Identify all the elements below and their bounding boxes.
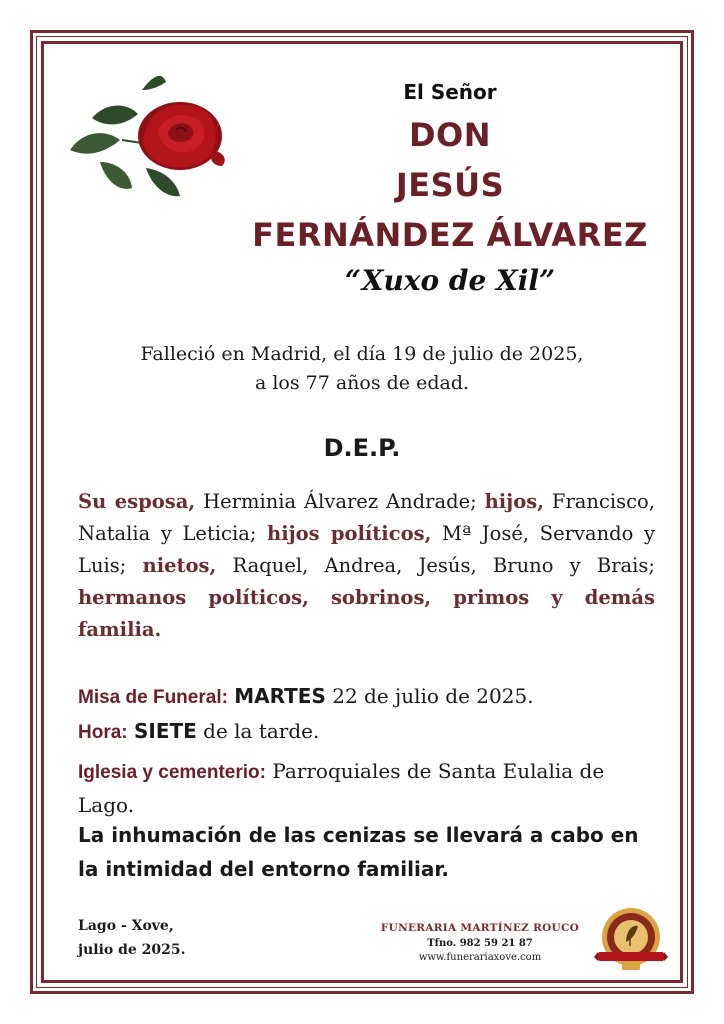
funeral-home-info (370, 922, 590, 963)
notice-place-date (78, 914, 186, 962)
deceased-nickname: “Xuxo de Xil” (344, 264, 556, 297)
funeral-mass-line (78, 684, 658, 709)
death-age: a los 77 años de edad. (254, 372, 470, 394)
notice-date: julio de 2025. (78, 942, 186, 958)
church-label: Iglesia y cementerio: (78, 762, 266, 783)
funeral-home-website: www.funerariaxove.com (418, 952, 542, 963)
honorific: El Señor (403, 80, 497, 104)
funeral-home-name: FUNERARIA MARTÍNEZ ROUCO (380, 922, 580, 934)
church-line (78, 755, 658, 822)
notice-place: Lago - Xove, (78, 918, 174, 934)
funeral-mass-date: 22 de julio de 2025. (325, 684, 534, 708)
inhumation-note: La inhumación de las cenizas se llevará a cabo en la intimidad del entorno familiar. (78, 823, 639, 881)
inlaws-label: hijos políticos, (267, 522, 432, 545)
death-place-date: Falleció en Madrid, el día 19 de julio de 2025, (140, 343, 584, 365)
dep-heading: D.E.P. (323, 434, 401, 462)
death-notice (62, 340, 662, 398)
time-line (78, 719, 658, 744)
grandchildren-label: nietos, (142, 554, 217, 577)
funeral-mass-label: Misa de Funeral: (78, 687, 228, 708)
wife-label: Su esposa, (78, 490, 196, 513)
funeral-home-phone: Tfno. 982 59 21 87 (427, 938, 533, 949)
inlaws-names: Mª José, Servando y Luis; (78, 522, 655, 577)
family-list (78, 486, 655, 646)
deceased-first-name: JESÚS (395, 166, 505, 204)
grandchildren-names: Raquel, Andrea, Jesús, Bruno y Brais; (216, 554, 655, 577)
time-label: Hora: (78, 722, 128, 743)
church-value: Parroquiales de Santa Eulalia de Lago. (78, 759, 605, 817)
time-value: SIETE (133, 719, 197, 743)
time-rest: de la tarde. (196, 719, 320, 743)
deceased-surnames: FERNÁNDEZ ÁLVAREZ (252, 216, 648, 254)
deceased-title: DON (408, 116, 492, 154)
funeral-mass-day: MARTES (234, 684, 326, 708)
wife-name: Herminia Álvarez Andrade; (195, 490, 485, 513)
children-label: hijos, (484, 490, 545, 513)
children-names: Francisco, Natalia y Leticia; (78, 490, 655, 545)
extended-family-label: hermanos políticos, sobrinos, primos y demás familia. (78, 586, 655, 641)
funeral-home-seal-icon (594, 906, 668, 972)
